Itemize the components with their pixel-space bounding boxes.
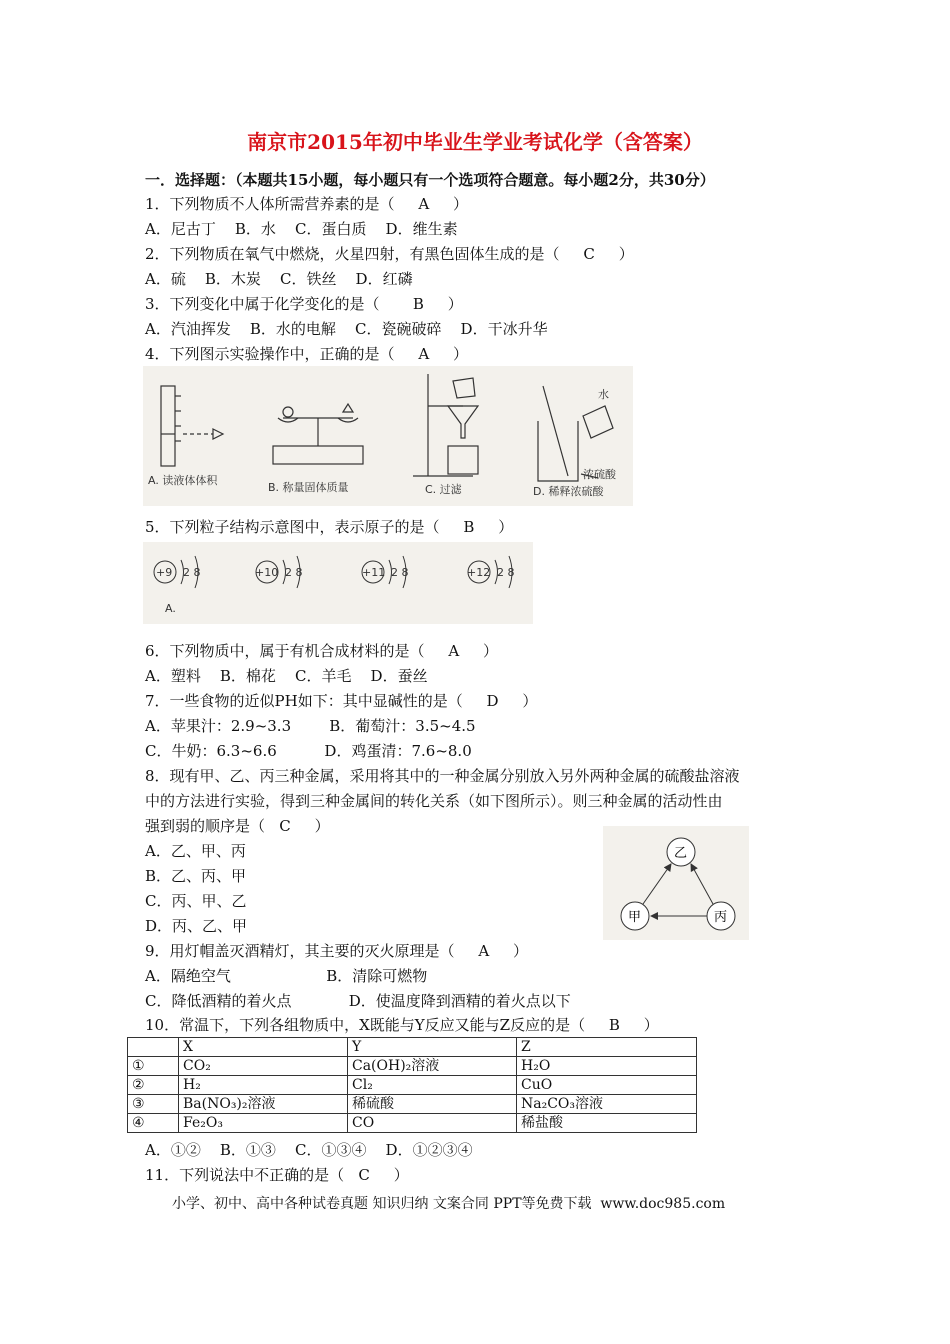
q8-option-a: A．乙、甲、丙 <box>145 842 246 860</box>
q7-options-ab: A．苹果汁：2.9~3.3 B．葡萄汁：3.5~4.5 <box>145 717 476 735</box>
table-cell: Na₂CO₃溶液 <box>517 1095 697 1114</box>
q5-stem: 5．下列粒子结构示意图中，表示原子的是（ B ） <box>145 518 514 536</box>
shells-a: 2 8 <box>183 566 201 579</box>
q2-stem: 2．下列物质在氧气中燃烧，火星四射，有黑色固体生成的是（ C ） <box>145 245 634 263</box>
q10-options: A．①② B．①③ C．①③④ D．①②③④ <box>145 1141 473 1159</box>
arrow-left-top <box>643 864 671 904</box>
q8-option-c: C．丙、甲、乙 <box>145 892 247 910</box>
table-cell: Y <box>348 1038 517 1057</box>
page-footer: 小学、初中、高中各种试卷真题 知识归纳 文案合同 PPT等免费下载 www.doc985.com <box>172 1196 726 1212</box>
q4-caption-d: D. 稀释浓硫酸 <box>533 485 604 498</box>
q9-options-cd: C．降低酒精的着火点 D．使温度降到酒精的着火点以下 <box>145 992 571 1010</box>
arrow-right-top <box>691 864 713 904</box>
structure-b <box>255 556 303 588</box>
q11-stem: 11．下列说法中不正确的是（ C ） <box>145 1166 409 1184</box>
nucleus-b: +10 <box>255 566 279 579</box>
q4-label-acid: 浓硫酸 <box>583 468 616 481</box>
q8-option-b: B．乙、丙、甲 <box>145 867 247 885</box>
structure-d <box>467 556 515 588</box>
q2-options: A．硫 B．木炭 C．铁丝 D．红磷 <box>145 270 413 288</box>
q4-lab-figure <box>143 366 633 506</box>
q8-option-d: D．丙、乙、甲 <box>145 917 248 935</box>
table-cell: 稀盐酸 <box>517 1114 697 1133</box>
table-cell: Cl₂ <box>348 1076 517 1095</box>
q6-options: A．塑料 B．棉花 C．羊毛 D．蚕丝 <box>145 667 428 685</box>
label-top: 乙 <box>674 846 688 861</box>
table-header-row <box>128 1038 697 1057</box>
page-title: 南京市2015年初中毕业生学业考试化学（含答案） <box>247 130 703 154</box>
cylinder-icon <box>161 386 223 466</box>
q9-stem: 9．用灯帽盖灭酒精灯，其主要的灭火原理是（ A ） <box>145 942 529 960</box>
table-row <box>128 1057 697 1076</box>
q5-structure-figure <box>143 542 533 624</box>
table-cell: CO₂ <box>179 1057 348 1076</box>
table-cell: H₂ <box>179 1076 348 1095</box>
label-left: 甲 <box>628 910 642 925</box>
q7-options-cd: C．牛奶：6.3~6.6 D．鸡蛋清：7.6~8.0 <box>145 742 472 760</box>
table-row <box>128 1114 697 1133</box>
q4-caption-c: C. 过滤 <box>425 483 462 496</box>
shells-d: 2 8 <box>497 566 515 579</box>
q3-stem: 3．下列变化中属于化学变化的是（ B ） <box>145 295 463 313</box>
q8-stem-3: 强到弱的顺序是（ C ） <box>145 817 330 835</box>
structure-c <box>362 556 409 588</box>
table-cell: Ca(OH)₂溶液 <box>348 1057 517 1076</box>
nucleus-a: +9 <box>156 566 173 579</box>
table-cell: ③ <box>128 1095 179 1114</box>
section-heading: 一．选择题：（本题共15小题，每小题只有一个选项符合题意。每小题2分，共30分） <box>145 171 715 189</box>
nucleus-c: +11 <box>362 566 386 579</box>
table-row <box>128 1076 697 1095</box>
filtration-icon <box>413 374 478 476</box>
table-row <box>128 1095 697 1114</box>
q1-options: A．尼古丁 B．水 C．蛋白质 D．维生素 <box>145 220 458 238</box>
q4-label-water: 水 <box>598 388 609 401</box>
q3-options: A．汽油挥发 B．水的电解 C．瓷碗破碎 D．干冰升华 <box>145 320 548 338</box>
structure-a <box>154 556 201 615</box>
shells-b: 2 8 <box>285 566 303 579</box>
table-cell: Ba(NO₃)₂溶液 <box>179 1095 348 1114</box>
table-cell: CuO <box>517 1076 697 1095</box>
q8-relation-diagram <box>603 826 749 940</box>
q10-stem: 10．常温下，下列各组物质中，X既能与Y反应又能与Z反应的是（ B ） <box>145 1016 659 1034</box>
q8-relation-figure <box>603 826 749 940</box>
q8-stem-2: 中的方法进行实验，得到三种金属间的转化关系（如下图所示）。则三种金属的活动性由 <box>145 792 723 810</box>
table-cell: Z <box>517 1038 697 1057</box>
q4-stem: 4．下列图示实验操作中，正确的是（ A ） <box>145 345 469 363</box>
table-cell: ④ <box>128 1114 179 1133</box>
label-a: A. <box>165 602 176 615</box>
table-cell: H₂O <box>517 1057 697 1076</box>
q4-caption-a: A. 读液体体积 <box>148 474 218 487</box>
q8-stem-1: 8．现有甲、乙、丙三种金属，采用将其中的一种金属分别放入另外两种金属的硫酸盐溶液 <box>145 767 740 785</box>
label-right: 丙 <box>714 910 728 925</box>
q7-stem: 7．一些食物的近似PH如下：其中显碱性的是（ D ） <box>145 692 538 710</box>
shells-c: 2 8 <box>391 566 409 579</box>
q6-stem: 6．下列物质中，属于有机合成材料的是（ A ） <box>145 642 499 660</box>
balance-icon <box>273 404 363 464</box>
table-cell: ① <box>128 1057 179 1076</box>
table-cell: Fe₂O₃ <box>179 1114 348 1133</box>
table-cell: CO <box>348 1114 517 1133</box>
table-cell: 稀硫酸 <box>348 1095 517 1114</box>
q5-structures <box>143 542 533 624</box>
q4-caption-b: B. 称量固体质量 <box>268 481 349 494</box>
nucleus-d: +12 <box>467 566 491 579</box>
q10-table <box>127 1037 697 1133</box>
table-cell <box>128 1038 179 1057</box>
q4-lab-illustration <box>143 366 633 506</box>
q1-stem: 1．下列物质不人体所需营养素的是（ A ） <box>145 195 469 213</box>
q9-options-ab: A．隔绝空气 B．清除可燃物 <box>145 967 428 985</box>
table-cell: ② <box>128 1076 179 1095</box>
table-cell: X <box>179 1038 348 1057</box>
